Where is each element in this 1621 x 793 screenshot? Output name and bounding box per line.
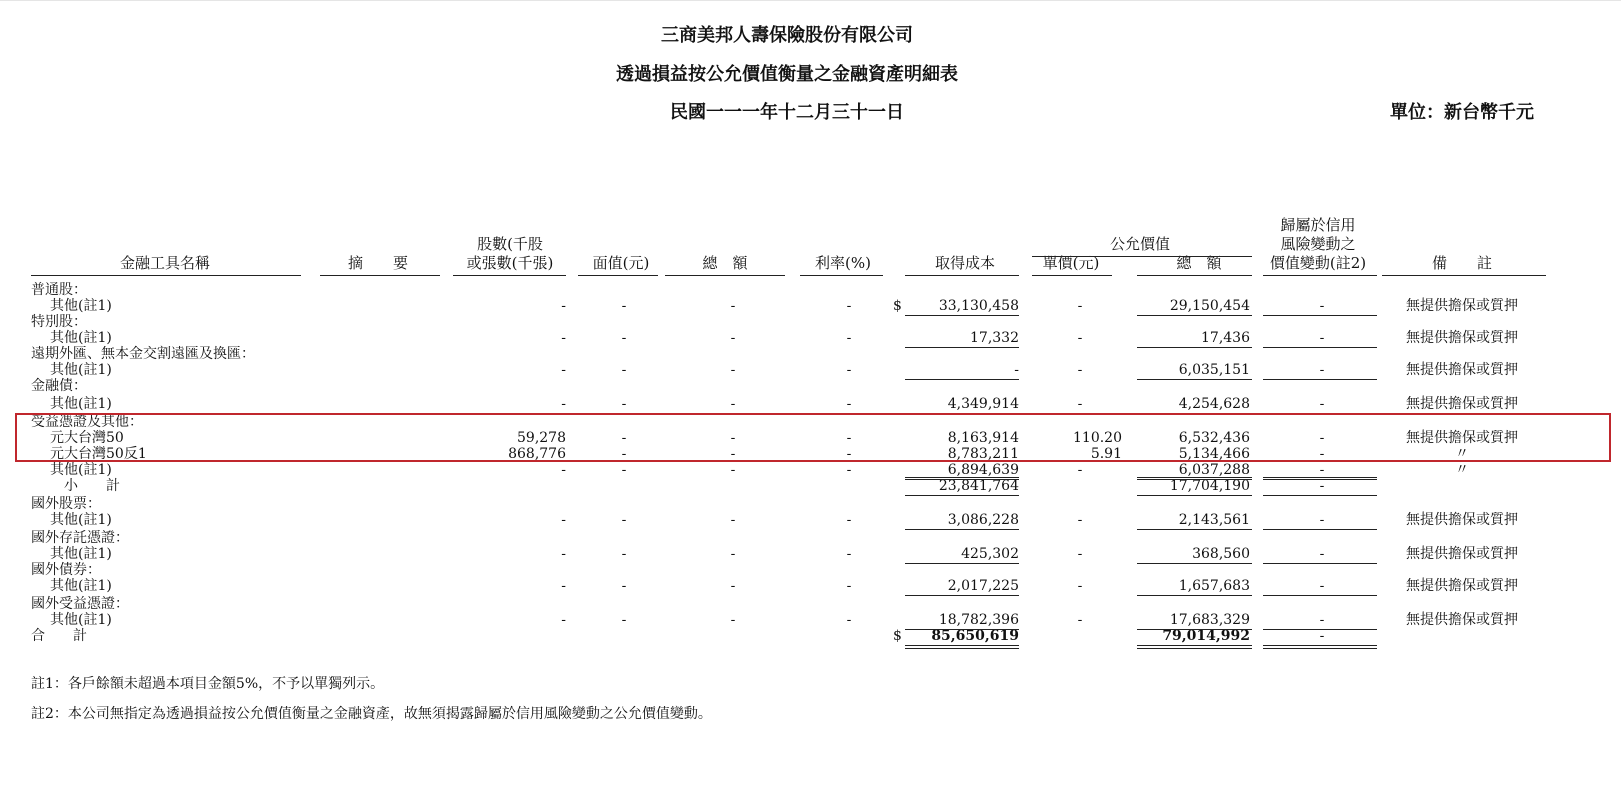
cell-credit: - [1319,628,1325,644]
cell-rate: - [846,512,852,528]
cell-underline [1137,629,1252,630]
cell-rate: - [846,578,852,594]
cell-underline [1137,595,1252,596]
row-name: 其他(註1) [50,396,112,412]
cell-underline [1263,563,1377,564]
cell-fv: 79,014,992 [1162,628,1250,644]
row-name: 其他(註1) [50,578,112,594]
cell-underline [905,529,1019,530]
cell-amount: - [730,446,736,462]
row-name: 其他(註1) [50,512,112,528]
row-name: 合 計 [31,628,87,644]
row-name: 國外股票： [31,496,101,512]
row-name: 其他(註1) [50,362,112,378]
subtotal-top-line [905,477,1019,478]
cell-cost: 8,163,914 [947,430,1019,446]
cell-underline [905,629,1019,630]
cell-remark: 〃 [1455,462,1469,478]
cell-underline [1263,347,1377,348]
cell-fv: 2,143,561 [1178,512,1250,528]
col-shares-header-2: 或張數(千張) [466,254,554,272]
cell-par: - [621,330,627,346]
cell-remark: 無提供擔保或質押 [1406,546,1518,562]
cell-credit: - [1319,298,1325,314]
header-underline [578,275,658,276]
top-border [0,0,1621,1]
cell-shares: - [561,396,566,412]
cell-credit: - [1319,362,1325,378]
cell-credit: - [1319,512,1325,528]
cell-underline [1137,379,1252,380]
cell-cost: 17,332 [970,330,1019,346]
cell-remark: 無提供擔保或質押 [1406,430,1518,446]
cell-shares: - [561,512,566,528]
col-amount-header: 總 額 [702,254,748,272]
cell-unit-price: - [1077,512,1083,528]
cell-cost: 23,841,764 [938,478,1019,494]
row-name: 受益憑證及其他： [31,414,143,430]
dollar-sign: $ [893,628,902,644]
cell-shares: - [561,578,566,594]
cell-par: - [621,446,627,462]
cell-cost: - [1014,362,1019,378]
col-summary-header: 摘 要 [347,254,409,272]
subtotal-top-line [1263,477,1377,478]
cell-cost: 3,086,228 [947,512,1019,528]
col-credit-header-1: 歸屬於信用 [1280,216,1356,234]
cell-cost: 6,894,639 [947,462,1019,478]
row-name: 國外受益憑證： [31,596,129,612]
col-name-header: 金融工具名稱 [119,254,211,272]
cell-underline [1137,529,1252,530]
cell-underline [905,379,1019,380]
row-name: 其他(註1) [50,546,112,562]
dollar-sign: $ [893,298,902,314]
header-underline [1263,275,1377,276]
cell-underline [1263,315,1377,316]
cell-credit: - [1319,612,1325,628]
header-underline [1032,275,1112,276]
cell-rate: - [846,612,852,628]
note-2: 註2：本公司無指定為透過損益按公允價值衡量之金融資產，故無須揭露歸屬於信用風險變動之公允價值變動。 [31,706,712,722]
row-name: 國外債券： [31,562,101,578]
cell-par: - [621,396,627,412]
cell-underline [1263,479,1377,480]
cell-shares: 59,278 [517,430,566,446]
fair-value-group-underline [1032,256,1252,257]
cell-fv: 17,436 [1201,330,1250,346]
cell-underline [905,315,1019,316]
header-underline [800,275,883,276]
cell-credit: - [1319,578,1325,594]
cell-cost: 425,302 [961,546,1019,562]
cell-amount: - [730,330,736,346]
cell-credit: - [1319,330,1325,346]
cell-underline [905,595,1019,596]
total-double-underline [1137,645,1252,649]
total-double-underline [1263,645,1377,649]
unit-label: 單位：新台幣千元 [1390,102,1534,123]
cell-underline [905,479,1019,480]
cell-credit: - [1319,462,1325,478]
cell-unit-price: 5.91 [1090,446,1122,462]
row-name: 金融債： [31,378,87,394]
col-credit-header-3: 價值變動(註2) [1269,254,1367,272]
cell-par: - [621,546,627,562]
cell-underline [1263,379,1377,380]
col-remark-header: 備 註 [1431,254,1493,272]
cell-remark: 無提供擔保或質押 [1406,362,1518,378]
cell-shares: - [561,462,566,478]
cell-amount: - [730,396,736,412]
cell-unit-price: - [1077,578,1083,594]
note-1: 註1：各戶餘額未超過本項目金額5%，不予以單獨列示。 [31,676,385,692]
cell-cost: 2,017,225 [947,578,1019,594]
cell-amount: - [730,462,736,478]
cell-remark: 無提供擔保或質押 [1406,578,1518,594]
cell-rate: - [846,330,852,346]
col-rate-header: 利率(%) [815,254,871,272]
cell-underline [1137,479,1252,480]
cell-unit-price: - [1077,330,1083,346]
cell-unit-price: 110.20 [1073,430,1122,446]
col-par-header: 面值(元) [592,254,650,272]
report-date: 民國一一一年十二月三十一日 [670,102,904,123]
cell-fv: 6,035,151 [1178,362,1250,378]
header-underline [905,275,1019,276]
cell-shares: - [561,612,566,628]
cell-credit: - [1319,478,1325,494]
cell-cost: 85,650,619 [931,628,1019,644]
row-name: 其他(註1) [50,612,112,628]
subtotal-top-line [1137,477,1252,478]
cell-fv: 368,560 [1192,546,1250,562]
col-unit-price-header: 單價(元) [1042,254,1100,272]
cell-par: - [621,578,627,594]
cell-credit: - [1319,430,1325,446]
row-name: 元大台灣50 [50,430,124,446]
cell-underline [1263,529,1377,530]
cell-par: - [621,298,627,314]
cell-fv: 6,037,288 [1178,462,1250,478]
header-underline [320,275,440,276]
cell-remark: 無提供擔保或質押 [1406,396,1518,412]
cell-unit-price: - [1077,462,1083,478]
cell-rate: - [846,430,852,446]
report-title: 透過損益按公允價值衡量之金融資產明細表 [616,64,958,85]
cell-fv: 1,657,683 [1178,578,1250,594]
cell-cost: 18,782,396 [938,612,1019,628]
cell-amount: - [730,546,736,562]
col-shares-header-1: 股數(千股 [477,235,543,253]
cell-underline [1137,315,1252,316]
cell-rate: - [846,462,852,478]
row-name: 特別股： [31,314,87,330]
row-name: 其他(註1) [50,330,112,346]
cell-credit: - [1319,546,1325,562]
cell-unit-price: - [1077,396,1083,412]
cell-cost: 4,349,914 [947,396,1019,412]
cell-amount: - [730,578,736,594]
company-name: 三商美邦人壽保險股份有限公司 [661,25,913,46]
cell-credit: - [1319,396,1325,412]
cell-fv: 17,683,329 [1169,612,1250,628]
cell-underline [1137,347,1252,348]
cell-fv: 29,150,454 [1169,298,1250,314]
cell-unit-price: - [1077,362,1083,378]
cell-remark: 〃 [1455,446,1469,462]
cell-remark: 無提供擔保或質押 [1406,612,1518,628]
cell-shares: - [561,298,566,314]
cell-underline [1137,563,1252,564]
cell-remark: 無提供擔保或質押 [1406,298,1518,314]
cell-amount: - [730,298,736,314]
row-name: 其他(註1) [50,298,112,314]
cell-par: - [621,430,627,446]
cell-underline [1263,495,1377,496]
header-underline [1382,275,1546,276]
col-cost-header: 取得成本 [934,254,996,272]
row-name: 普通股： [31,282,87,298]
col-fair-value-group-header: 公允價值 [1109,235,1171,253]
cell-remark: 無提供擔保或質押 [1406,512,1518,528]
total-double-underline [905,645,1019,649]
cell-cost: 8,783,211 [947,446,1019,462]
row-name: 國外存託憑證： [31,530,129,546]
cell-amount: - [730,430,736,446]
cell-shares: - [561,546,566,562]
cell-shares: - [561,330,566,346]
cell-shares: 868,776 [508,446,566,462]
row-name: 元大台灣50反1 [50,446,147,462]
col-credit-header-2: 風險變動之 [1280,235,1356,253]
cell-rate: - [846,396,852,412]
cell-fv: 4,254,628 [1178,396,1250,412]
cell-underline [1137,495,1252,496]
cell-rate: - [846,362,852,378]
row-name: 其他(註1) [50,462,112,478]
cell-amount: - [730,612,736,628]
cell-underline [1263,595,1377,596]
col-fv-total-header: 總 額 [1176,254,1222,272]
cell-amount: - [730,362,736,378]
row-name: 遠期外匯、無本金交割遠匯及換匯： [31,346,255,362]
cell-fv: 5,134,466 [1178,446,1250,462]
cell-amount: - [730,512,736,528]
cell-rate: - [846,298,852,314]
cell-rate: - [846,446,852,462]
highlight-box [15,413,1611,462]
cell-credit: - [1319,446,1325,462]
cell-par: - [621,362,627,378]
cell-remark: 無提供擔保或質押 [1406,330,1518,346]
cell-underline [905,347,1019,348]
cell-unit-price: - [1077,612,1083,628]
cell-rate: - [846,546,852,562]
cell-cost: 33,130,458 [938,298,1019,314]
cell-par: - [621,612,627,628]
header-underline [665,275,785,276]
header-underline [453,275,566,276]
cell-underline [905,563,1019,564]
cell-underline [905,495,1019,496]
cell-fv: 17,704,190 [1169,478,1250,494]
cell-unit-price: - [1077,546,1083,562]
row-name: 小 計 [64,478,120,494]
header-underline [31,275,301,276]
cell-unit-price: - [1077,298,1083,314]
cell-par: - [621,462,627,478]
header-underline [1137,275,1252,276]
cell-underline [1263,629,1377,630]
cell-fv: 6,532,436 [1178,430,1250,446]
cell-shares: - [561,362,566,378]
cell-par: - [621,512,627,528]
